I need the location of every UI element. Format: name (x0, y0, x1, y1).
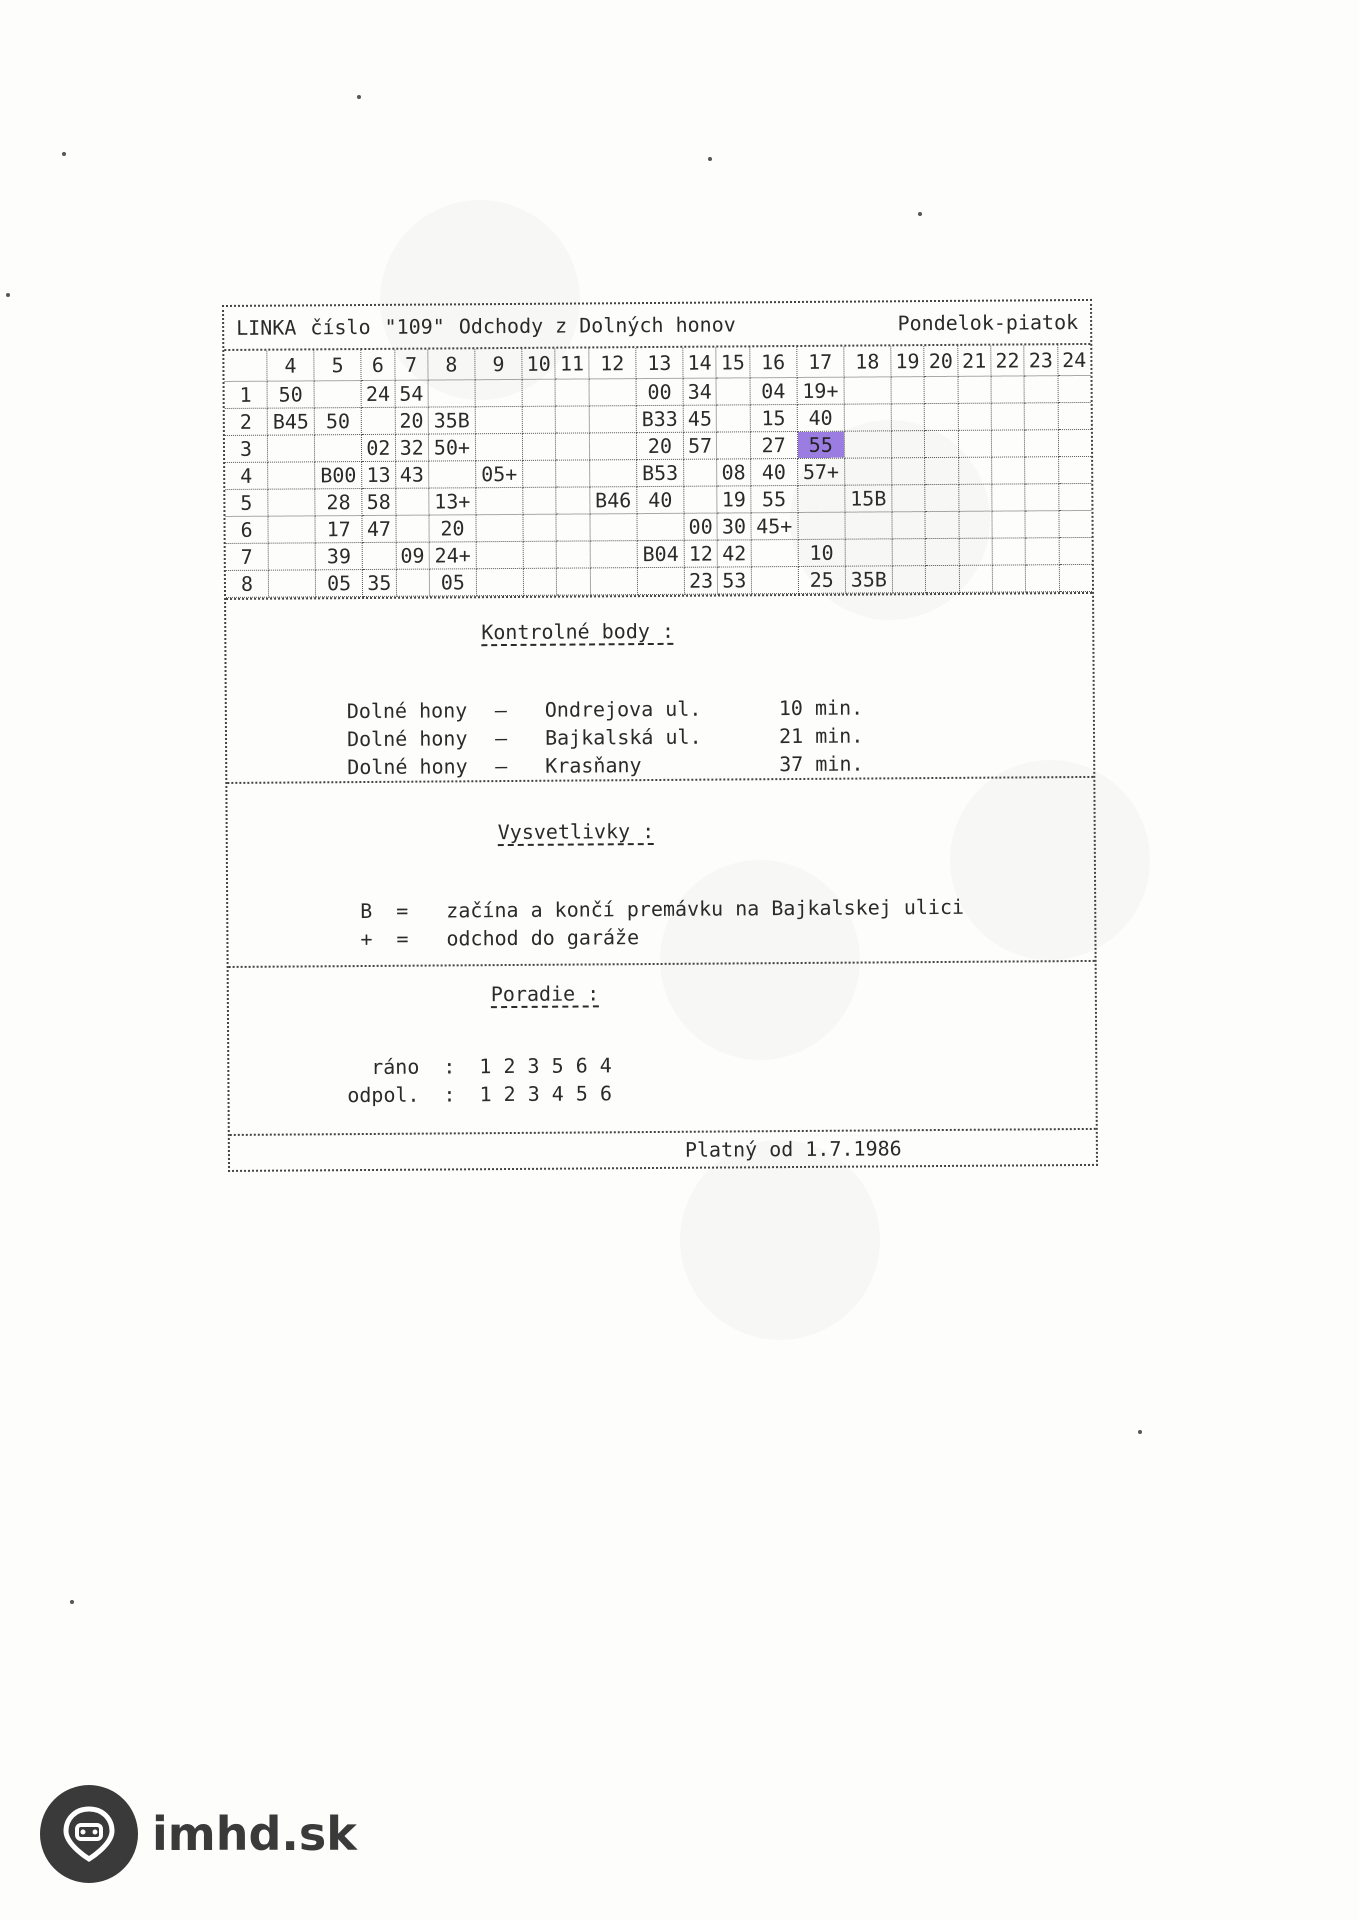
departure-cell (892, 566, 926, 593)
departure-cell (1058, 402, 1091, 429)
departure-cell (428, 380, 475, 407)
row-number-cell: 8 (226, 570, 269, 597)
row-number-cell: 3 (225, 435, 268, 462)
departure-cell: 24+ (429, 542, 476, 569)
departure-cell: 02 (362, 434, 396, 461)
departure-cell: 10 (798, 539, 845, 566)
departure-cell (958, 457, 992, 484)
legend-row (360, 925, 639, 951)
control-point-row (347, 752, 863, 780)
hour-header-cell: 15 (716, 347, 750, 378)
departure-cell: 47 (362, 515, 396, 542)
departure-cell (590, 514, 637, 541)
departure-cell: 57+ (797, 458, 844, 485)
departure-cell (992, 457, 1026, 484)
departure-cell (991, 430, 1025, 457)
row-number-cell: 5 (225, 489, 268, 516)
departure-cell (1024, 376, 1058, 403)
departure-cell: 04 (750, 377, 797, 404)
departure-cell (476, 514, 523, 541)
departure-cell: 35B (428, 407, 475, 434)
departure-cell: 50 (267, 381, 314, 408)
departure-cell (589, 433, 636, 460)
departure-cell (684, 459, 718, 486)
departure-cell: 40 (750, 458, 797, 485)
hour-header-cell: 19 (891, 346, 925, 377)
departure-cell (475, 379, 522, 406)
departure-cell (959, 538, 993, 565)
row-number-cell: 7 (226, 543, 269, 570)
departure-cell (845, 512, 892, 539)
hour-header-cell: 8 (428, 349, 475, 380)
legend-title: Vysvetlivky : (497, 818, 655, 845)
departure-cell (1058, 483, 1091, 510)
departure-cell (475, 433, 522, 460)
departure-cell (523, 487, 557, 514)
departure-cell: 13 (362, 461, 396, 488)
departure-cell: 13+ (429, 488, 476, 515)
departure-cell (959, 565, 993, 592)
hour-header-cell: 20 (924, 346, 958, 377)
departure-cell (891, 431, 925, 458)
departure-cell (315, 435, 362, 462)
departure-cell (844, 458, 891, 485)
departure-cell (555, 379, 589, 406)
departure-cell: 57 (683, 432, 717, 459)
departure-cell: 55 (750, 485, 797, 512)
header-departures: Odchody z Dolných honov (458, 312, 736, 339)
departure-cell: 23 (684, 567, 718, 594)
departure-cell (476, 541, 523, 568)
departure-cell (476, 568, 523, 595)
departure-cell: 32 (395, 434, 429, 461)
row-number-cell: 2 (225, 408, 268, 435)
legend-symbol: B (360, 898, 373, 924)
hour-header-cell: 14 (683, 348, 717, 379)
departure-cell: 40 (637, 486, 684, 513)
hour-header-cell: 7 (394, 350, 428, 381)
departure-cell: 08 (717, 459, 751, 486)
order-label: odpol. (347, 1082, 420, 1108)
departure-cell (556, 514, 590, 541)
departure-rows (225, 375, 1092, 597)
departure-cell (959, 511, 993, 538)
header-days: Pondelok-piatok (897, 310, 1079, 336)
departure-cell (991, 403, 1025, 430)
departure-cell: B45 (267, 408, 314, 435)
scan-speck (6, 293, 10, 297)
departure-cell: 19 (717, 486, 751, 513)
departure-cell (590, 541, 637, 568)
control-point-from: Dolné hony (346, 698, 468, 724)
hour-header-cell: 21 (957, 346, 991, 377)
departure-cell (716, 378, 750, 405)
hour-header-cell: 6 (361, 350, 395, 381)
departure-cell: 05+ (476, 460, 523, 487)
departure-cell (396, 569, 430, 596)
scan-speck (70, 1600, 74, 1604)
departure-cell (925, 511, 959, 538)
control-point-from: Dolné hony (346, 726, 468, 752)
departure-cell (1059, 537, 1092, 564)
scan-speck (918, 212, 922, 216)
departure-cell (557, 541, 591, 568)
departure-cell (844, 431, 891, 458)
hour-header-cell: 23 (1024, 345, 1058, 376)
departure-cell (1058, 429, 1091, 456)
departure-cell: 20 (636, 432, 683, 459)
scan-speck (357, 95, 361, 99)
departure-cell: 55 (797, 431, 844, 458)
departure-cell (892, 512, 926, 539)
departure-cell (844, 404, 891, 431)
scan-speck (62, 152, 66, 156)
departure-cell (1058, 456, 1091, 483)
watermark (680, 1140, 880, 1340)
departure-cell (637, 513, 684, 540)
departure-cell: 24 (361, 380, 395, 407)
departure-cell (522, 406, 556, 433)
departure-cell (844, 377, 891, 404)
control-point-dash: – (494, 698, 507, 723)
corner-cell (224, 351, 267, 382)
departure-cell: B04 (637, 540, 684, 567)
departure-cell (268, 543, 315, 570)
departure-cell (589, 379, 636, 406)
legend-section (227, 776, 1094, 966)
departure-cell: B33 (636, 405, 683, 432)
departure-cell (717, 405, 751, 432)
departure-cell (1025, 511, 1059, 538)
departure-cell: 28 (315, 489, 362, 516)
departure-cell: 30 (717, 513, 751, 540)
departure-cell (556, 460, 590, 487)
control-point-dash: – (494, 726, 508, 751)
validity-footer (230, 1128, 1096, 1170)
departure-cell (992, 511, 1026, 538)
hour-header-cell: 16 (749, 347, 796, 378)
departure-cell: 43 (395, 461, 429, 488)
row-number-cell: 4 (225, 462, 268, 489)
legend-symbol: + (360, 926, 373, 952)
order-value: 1 2 3 5 6 4 (479, 1053, 612, 1079)
scan-speck (708, 157, 712, 161)
departure-cell (958, 484, 992, 511)
departure-cell (992, 538, 1026, 565)
hour-header-cell: 11 (555, 348, 589, 379)
row-number-cell: 1 (225, 381, 268, 408)
departure-cell (925, 430, 959, 457)
departure-cell: 50+ (428, 434, 475, 461)
imhd-logo-text: imhd.sk (152, 1807, 357, 1861)
departure-cell (267, 435, 314, 462)
departure-cell: 09 (396, 542, 430, 569)
departure-cell (751, 539, 798, 566)
departure-cell (361, 407, 395, 434)
hour-header-cell: 17 (797, 347, 844, 378)
control-point-to: Ondrejova ul. (544, 696, 702, 722)
control-point-row (347, 696, 863, 724)
departure-cell: 05 (315, 570, 362, 597)
departure-cell (925, 538, 959, 565)
departure-cell (637, 567, 684, 594)
departure-cell (268, 516, 315, 543)
departure-cell (1025, 484, 1059, 511)
hour-header-cell: 18 (844, 346, 891, 377)
departure-cell: 19+ (797, 377, 844, 404)
control-point-from: Dolné hony (347, 754, 468, 780)
departure-cell: 25 (798, 566, 845, 593)
departure-cell: 50 (314, 408, 361, 435)
departure-cell (1026, 565, 1060, 592)
departure-cell (396, 515, 430, 542)
departure-cell: 58 (362, 488, 396, 515)
hour-header-cell: 24 (1057, 345, 1090, 376)
legend-row (360, 895, 964, 923)
departure-cell (891, 377, 925, 404)
order-separator: : (443, 1054, 456, 1079)
departure-cell (476, 487, 523, 514)
departure-cell (925, 484, 959, 511)
departure-cell (428, 461, 475, 488)
departure-cell (268, 462, 315, 489)
order-section (229, 960, 1096, 1134)
departure-cell (1059, 510, 1092, 537)
departure-cell: B00 (315, 462, 362, 489)
departure-cell (924, 376, 958, 403)
departure-cell (475, 406, 522, 433)
hour-header-cell: 13 (636, 348, 683, 379)
departure-cell (717, 432, 751, 459)
departure-cell (958, 430, 992, 457)
departure-cell: 00 (684, 513, 718, 540)
departure-cell (845, 539, 892, 566)
header-cislo: číslo (310, 314, 371, 340)
departure-cell (1025, 538, 1059, 565)
departure-cell (268, 489, 315, 516)
departure-cell (314, 381, 361, 408)
departure-cell (992, 565, 1026, 592)
departure-cell (590, 568, 637, 595)
departure-cell (1058, 375, 1091, 402)
order-row (319, 1081, 612, 1107)
departure-cell (1059, 564, 1092, 591)
departure-cell (924, 403, 958, 430)
departure-cell: B46 (590, 487, 637, 514)
departure-cell (589, 406, 636, 433)
order-label: ráno (371, 1054, 420, 1079)
control-point-time: 37 min. (779, 751, 864, 777)
order-title: Poradie : (490, 981, 600, 1007)
order-separator: : (443, 1082, 456, 1107)
departure-cell: 53 (718, 567, 752, 594)
header-linka: LINKA (236, 315, 297, 340)
departure-cell: 45 (683, 405, 717, 432)
control-point-time: 21 min. (778, 723, 864, 749)
departure-cell (556, 487, 590, 514)
departure-cell: 40 (797, 404, 844, 431)
departure-cell (926, 565, 960, 592)
departure-cell (589, 460, 636, 487)
departure-cell (556, 406, 590, 433)
control-point-dash: – (495, 754, 508, 779)
departure-cell: 34 (683, 378, 717, 405)
departure-cell (523, 514, 557, 541)
document-header (224, 301, 1090, 351)
departure-cell (892, 539, 926, 566)
control-points-title: Kontrolné body : (481, 618, 675, 645)
departure-table (224, 345, 1092, 598)
departure-cell (362, 542, 396, 569)
departure-cell (992, 484, 1026, 511)
departure-cell (751, 566, 798, 593)
departure-cell: 20 (429, 515, 476, 542)
departure-cell: 15B (845, 485, 892, 512)
departure-cell (892, 485, 926, 512)
departure-cell (523, 568, 557, 595)
departure-cell: 45+ (751, 512, 798, 539)
departure-cell: 00 (636, 378, 683, 405)
departure-cell: 42 (717, 540, 751, 567)
departure-cell (522, 379, 556, 406)
hour-header-cell: 9 (475, 349, 522, 380)
departure-cell: 05 (429, 569, 476, 596)
departure-cell (958, 403, 992, 430)
scan-speck (1138, 1430, 1142, 1434)
departure-cell: 15 (750, 404, 797, 431)
departure-cell (798, 485, 845, 512)
departure-cell (395, 488, 429, 515)
departure-cell (523, 541, 557, 568)
departure-cell: 27 (750, 431, 797, 458)
departure-cell: B53 (636, 459, 683, 486)
imhd-logo (40, 1785, 357, 1883)
legend-text: odchod do garáže (446, 925, 640, 951)
departure-cell: 20 (395, 407, 429, 434)
control-point-time: 10 min. (778, 695, 864, 721)
departure-cell (925, 457, 959, 484)
departure-cell (1024, 403, 1058, 430)
control-point-to: Bajkalská ul. (544, 724, 702, 750)
control-point-row (347, 724, 863, 752)
departure-cell (1025, 457, 1059, 484)
departure-cell (958, 376, 992, 403)
hour-header-cell: 22 (991, 345, 1025, 376)
departure-cell (891, 404, 925, 431)
departure-cell (798, 512, 845, 539)
imhd-logo-icon (40, 1785, 138, 1883)
timetable-document (222, 299, 1098, 1172)
legend-text: začína a končí premávku na Bajkalskej ulici (446, 894, 965, 923)
departure-cell (892, 458, 926, 485)
departure-cell (556, 433, 590, 460)
control-points-section (226, 592, 1093, 782)
validity-date: Platný od 1.7.1986 (684, 1136, 902, 1162)
hour-header-cell: 10 (522, 349, 556, 380)
row-number-cell: 6 (225, 516, 268, 543)
departure-cell: 12 (684, 540, 718, 567)
departure-cell: 35 (363, 569, 397, 596)
departure-cell: 54 (395, 380, 429, 407)
legend-equals: = (396, 926, 409, 951)
departure-cell (991, 376, 1025, 403)
header-line-number: "109" (384, 314, 445, 339)
order-value: 1 2 3 4 5 6 (479, 1081, 613, 1107)
departure-cell (268, 570, 315, 597)
departure-cell (684, 486, 718, 513)
hour-header-cell: 5 (314, 350, 361, 381)
departure-cell: 39 (315, 543, 362, 570)
hour-header-cell: 12 (589, 348, 636, 379)
departure-cell (522, 433, 556, 460)
departure-cell (557, 568, 591, 595)
hour-header-cell: 4 (267, 350, 314, 381)
control-point-to: Krasňany (545, 753, 642, 778)
departure-cell: 35B (845, 566, 892, 593)
departure-cell: 17 (315, 516, 362, 543)
legend-equals: = (396, 898, 409, 923)
departure-cell (1025, 430, 1059, 457)
order-row (319, 1053, 612, 1079)
departure-cell (523, 460, 557, 487)
